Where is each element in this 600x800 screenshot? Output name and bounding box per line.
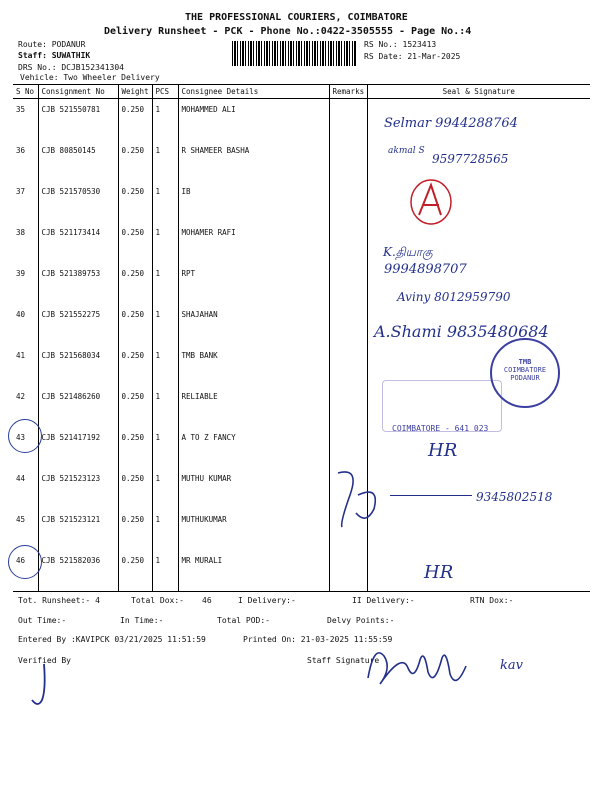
stamp-text: COIMBATORE - 641 023	[392, 424, 489, 433]
printed-on: Printed On: 21-03-2025 11:55:59	[243, 635, 393, 644]
col-header-weight: Weight	[118, 85, 152, 99]
handwritten-name-39: K.தியாகு	[383, 245, 433, 259]
cell-consignment: CJB 521173414	[38, 222, 118, 263]
handwritten-phone-36: 9597728565	[432, 152, 509, 166]
cell-signature	[367, 427, 590, 468]
cell-consignment: CJB 521486260	[38, 386, 118, 427]
delvy-points-label: Delvy Points:-	[327, 616, 395, 625]
rtn-dox-label: RTN Dox:-	[470, 596, 514, 605]
cell-consignee: TMB BANK	[178, 345, 329, 386]
cell-weight: 0.250	[118, 181, 152, 222]
cell-weight: 0.250	[118, 99, 152, 141]
rs-date-label: RS Date: 21-Mar-2025	[364, 52, 461, 61]
bank-seal-stamp: TMB COIMBATORE PODANUR	[490, 338, 560, 408]
cell-pcs: 1	[152, 140, 178, 181]
handwritten-initials-43: HR	[428, 440, 458, 461]
verified-signature-mark	[28, 660, 58, 710]
cell-sno: 44	[13, 468, 38, 509]
cell-pcs: 1	[152, 222, 178, 263]
red-initial-mark	[407, 177, 457, 227]
total-dox-label: Total Dox:-	[131, 596, 184, 605]
cell-sno: 39	[13, 263, 38, 304]
cell-weight: 0.250	[118, 427, 152, 468]
cell-weight: 0.250	[118, 263, 152, 304]
ii-delivery-label: II Delivery:-	[352, 596, 415, 605]
handwritten-signature-41: A.Shami 9835480684	[374, 322, 549, 341]
cell-consignee: A TO Z FANCY	[178, 427, 329, 468]
cell-consignee: MOHAMMED ALI	[178, 99, 329, 141]
handwritten-phone-39: 9994898707	[384, 262, 467, 277]
cell-consignment: CJB 521568034	[38, 345, 118, 386]
tot-runsheet: Tot. Runsheet:- 4	[18, 596, 100, 605]
handwritten-scribble-45	[330, 465, 390, 535]
verified-by-label: Verified By	[18, 656, 71, 665]
in-time-label: In Time:-	[120, 616, 164, 625]
i-delivery-label: I Delivery:-	[238, 596, 296, 605]
cell-weight: 0.250	[118, 304, 152, 345]
cell-weight: 0.250	[118, 386, 152, 427]
cell-sno: 42	[13, 386, 38, 427]
total-pod-label: Total POD:-	[217, 616, 270, 625]
cell-remarks	[329, 550, 367, 592]
handwritten-phone-45: 9345802518	[476, 490, 553, 504]
cell-pcs: 1	[152, 468, 178, 509]
cell-consignee: MOHAMER RAFI	[178, 222, 329, 263]
cell-consignment: CJB 521550781	[38, 99, 118, 141]
cell-pcs: 1	[152, 263, 178, 304]
col-header-remarks: Remarks	[329, 85, 367, 99]
cell-weight: 0.250	[118, 140, 152, 181]
cell-consignee: SHAJAHAN	[178, 304, 329, 345]
cell-pcs: 1	[152, 509, 178, 550]
cell-consignee: RELIABLE	[178, 386, 329, 427]
staff-signature-secondary: kav	[500, 658, 523, 673]
cell-remarks	[329, 427, 367, 468]
cell-pcs: 1	[152, 181, 178, 222]
signature-stroke-45	[390, 495, 472, 496]
company-title: THE PROFESSIONAL COURIERS, COIMBATORE	[185, 12, 408, 23]
cell-remarks	[329, 304, 367, 345]
col-header-sno: S No	[13, 85, 38, 99]
cell-sno: 40	[13, 304, 38, 345]
cell-sno: 41	[13, 345, 38, 386]
staff-signature-label: Staff Signature	[307, 656, 380, 665]
vehicle-label: Vehicle: Two Wheeler Delivery	[20, 73, 160, 82]
col-header-consignment: Consignment No	[38, 85, 118, 99]
cell-remarks	[329, 181, 367, 222]
out-time-label: Out Time:-	[18, 616, 67, 625]
cell-remarks	[329, 345, 367, 386]
entered-by: Entered By :KAVIPCK 03/21/2025 11:51:59	[18, 635, 206, 644]
drs-label: DRS No.: DCJB152341304	[18, 63, 124, 72]
cell-consignee: R SHAMEER BASHA	[178, 140, 329, 181]
cell-pcs: 1	[152, 99, 178, 141]
table-row	[13, 181, 590, 222]
cell-consignment: CJB 521523121	[38, 509, 118, 550]
cell-consignment: CJB 80850145	[38, 140, 118, 181]
cell-remarks	[329, 222, 367, 263]
handwritten-signature-35: Selmar 9944288764	[384, 116, 518, 131]
cell-sno: 36	[13, 140, 38, 181]
table-row	[13, 509, 590, 550]
total-dox-value: 46	[202, 596, 212, 605]
cell-pcs: 1	[152, 304, 178, 345]
cell-sno: 43	[13, 427, 38, 468]
cell-signature	[367, 509, 590, 550]
staff-label: Staff: SUWATHIK	[18, 51, 91, 60]
cell-consignee: MUTHU KUMAR	[178, 468, 329, 509]
cell-pcs: 1	[152, 427, 178, 468]
cell-pcs: 1	[152, 386, 178, 427]
col-header-pcs: PCS	[152, 85, 178, 99]
cell-remarks	[329, 140, 367, 181]
cell-consignment: CJB 521417192	[38, 427, 118, 468]
cell-weight: 0.250	[118, 468, 152, 509]
handwritten-name-36: akmal S	[388, 146, 425, 156]
cell-signature	[367, 550, 590, 592]
barcode	[232, 41, 356, 66]
cell-sno: 46	[13, 550, 38, 592]
runsheet-subtitle: Delivery Runsheet - PCK - Phone No.:0422-3505555 - Page No.:4	[104, 26, 472, 37]
cell-consignee: MUTHUKUMAR	[178, 509, 329, 550]
cell-consignment: CJB 521523123	[38, 468, 118, 509]
cell-sno: 35	[13, 99, 38, 141]
cell-sno: 37	[13, 181, 38, 222]
cell-sno: 38	[13, 222, 38, 263]
cell-consignment: CJB 521389753	[38, 263, 118, 304]
col-header-consignee: Consignee Details	[178, 85, 329, 99]
table-header-row	[13, 85, 590, 99]
cell-consignment: CJB 521570530	[38, 181, 118, 222]
cell-weight: 0.250	[118, 345, 152, 386]
cell-consignee: MR MURALI	[178, 550, 329, 592]
cell-remarks	[329, 386, 367, 427]
circle-mark-43	[8, 419, 42, 453]
cell-consignee: IB	[178, 181, 329, 222]
cell-signature	[367, 181, 590, 222]
cell-remarks	[329, 263, 367, 304]
rs-no-label: RS No.: 1523413	[364, 40, 437, 49]
handwritten-initials-46: HR	[424, 562, 454, 583]
circle-mark-46	[8, 545, 42, 579]
cell-consignee: RPT	[178, 263, 329, 304]
staff-signature-mark	[362, 638, 477, 700]
cell-consignment: CJB 521552275	[38, 304, 118, 345]
cell-sno: 45	[13, 509, 38, 550]
table-row	[13, 427, 590, 468]
table-row	[13, 550, 590, 592]
cell-consignment: CJB 521582036	[38, 550, 118, 592]
handwritten-signature-40: Aviny 8012959790	[397, 290, 511, 304]
cell-pcs: 1	[152, 345, 178, 386]
table-row	[13, 222, 590, 263]
cell-weight: 0.250	[118, 222, 152, 263]
cell-pcs: 1	[152, 550, 178, 592]
cell-remarks	[329, 99, 367, 141]
cell-weight: 0.250	[118, 550, 152, 592]
cell-weight: 0.250	[118, 509, 152, 550]
col-header-seal: Seal & Signature	[367, 85, 590, 99]
route-label: Route: PODANUR	[18, 40, 86, 49]
